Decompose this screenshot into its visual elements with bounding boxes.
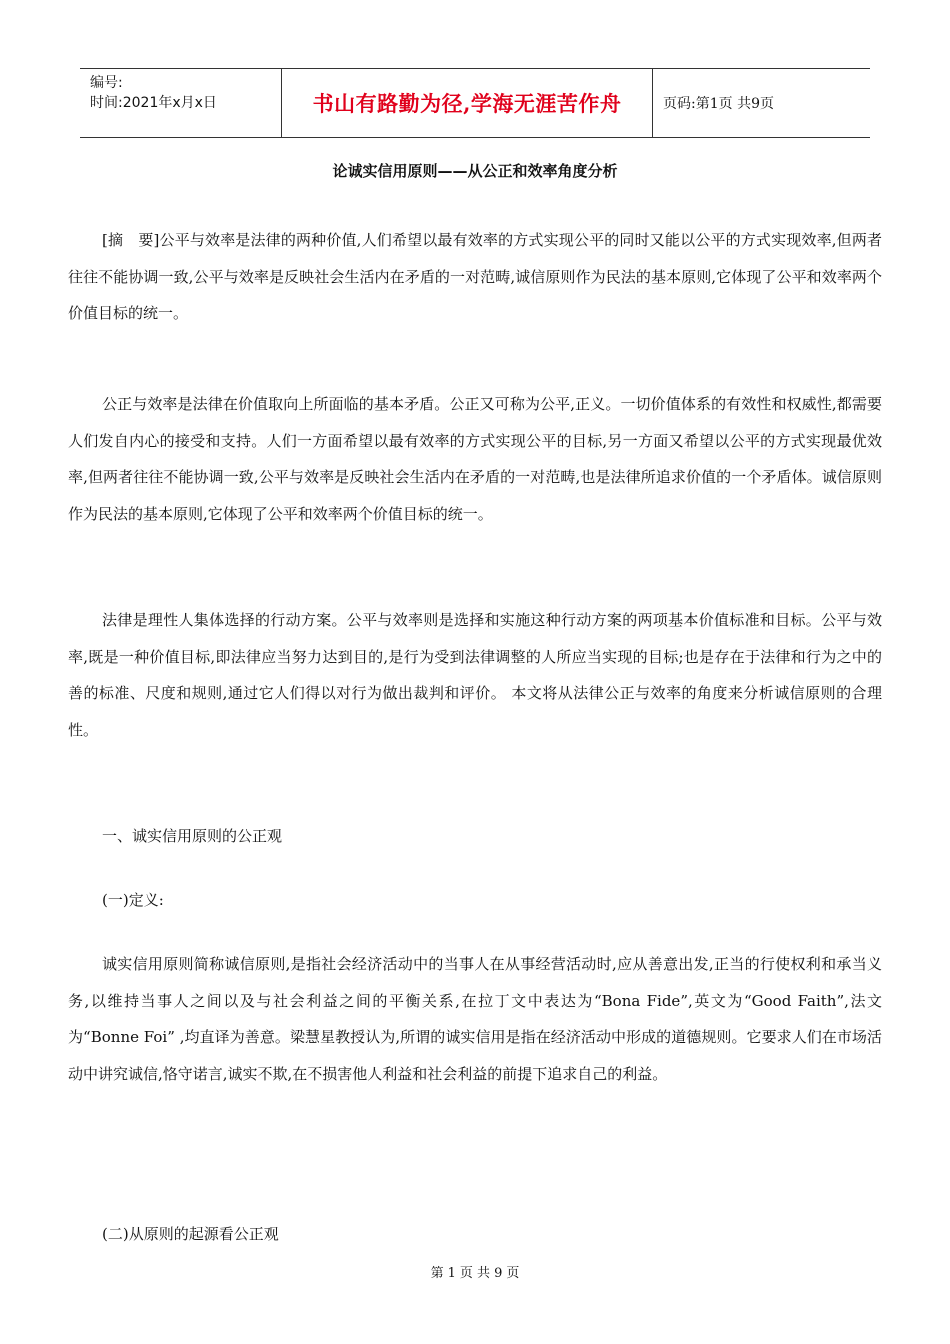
- header-motto: 书山有路勤为径,学海无涯苦作舟: [282, 69, 653, 137]
- header-left-cell: [80, 69, 282, 137]
- page-header: [80, 68, 870, 138]
- footer-page-suffix: 页: [506, 1266, 520, 1281]
- body-paragraph: 诚实信用原则简称诚信原则,是指社会经济活动中的当事人在从事经营活动时,应从善意出发,正当的行使权利和承当义务,以维持当事人之间以及与社会利益之间的平衡关系,在拉丁文中表达为“Bona Fide”,英文为“Good Faith”,法文为“Bonne Foi” ,均直译为善意。梁慧星教授认为,所谓的诚实信用是指在经济活动中形成的道德规则。它要求人们在市场活动中讲究诚信,恪守诺言,诚实不欺,在不损害他人利益和社会利益的前提下追求自己的利益。: [68, 955, 882, 1083]
- subsection-heading: (二)从原则的起源看公正观: [102, 1225, 279, 1243]
- abstract-paragraph: [摘 要]公平与效率是法律的两种价值,人们希望以最有效率的方式实现公平的同时又能以公平的方式实现效率,但两者往往不能协调一致,公平与效率是反映社会生活内在矛盾的一对范畴,诚信原则作为民法的基本原则,它体现了公平和效率两个价值目标的统一。: [68, 231, 882, 323]
- footer-page-number: 1: [447, 1266, 456, 1281]
- footer-page-total: 9: [494, 1266, 503, 1281]
- page-footer: [0, 1262, 950, 1281]
- body-paragraph: 公正与效率是法律在价值取向上所面临的基本矛盾。公正又可称为公平,正义。一切价值体系的有效性和权威性,都需要人们发自内心的接受和支持。人们一方面希望以最有效率的方式实现公平的目标,另一方面又希望以公平的方式实现最优效率,但两者往往不能协调一致,公平与效率是反映社会生活内在矛盾的一对范畴,也是法律所追求价值的一个矛盾体。诚信原则作为民法的基本原则,它体现了公平和效率两个价值目标的统一。: [68, 395, 882, 523]
- section-heading: 一、诚实信用原则的公正观: [102, 827, 283, 845]
- header-page-label: 页码:第1页 共9页: [663, 96, 774, 112]
- subsection-heading: (一)定义:: [102, 891, 164, 909]
- number-label: 编号:: [90, 75, 123, 91]
- footer-page-prefix: 第: [430, 1266, 444, 1281]
- time-label: 时间:2021年x月x日: [90, 95, 217, 111]
- footer-page-mid: 页 共: [459, 1266, 491, 1281]
- body-paragraph: 法律是理性人集体选择的行动方案。公平与效率则是选择和实施这种行动方案的两项基本价值标准和目标。公平与效率,既是一种价值目标,即法律应当努力达到目的,是行为受到法律调整的人所应当实现的目标;也是存在于法律和行为之中的善的标准、尺度和规则,通过它人们得以对行为做出裁判和评价。 本文将从法律公正与效率的角度来分析诚信原则的合理性。: [68, 611, 882, 739]
- document-title: 论诚实信用原则——从公正和效率角度分析: [332, 162, 618, 180]
